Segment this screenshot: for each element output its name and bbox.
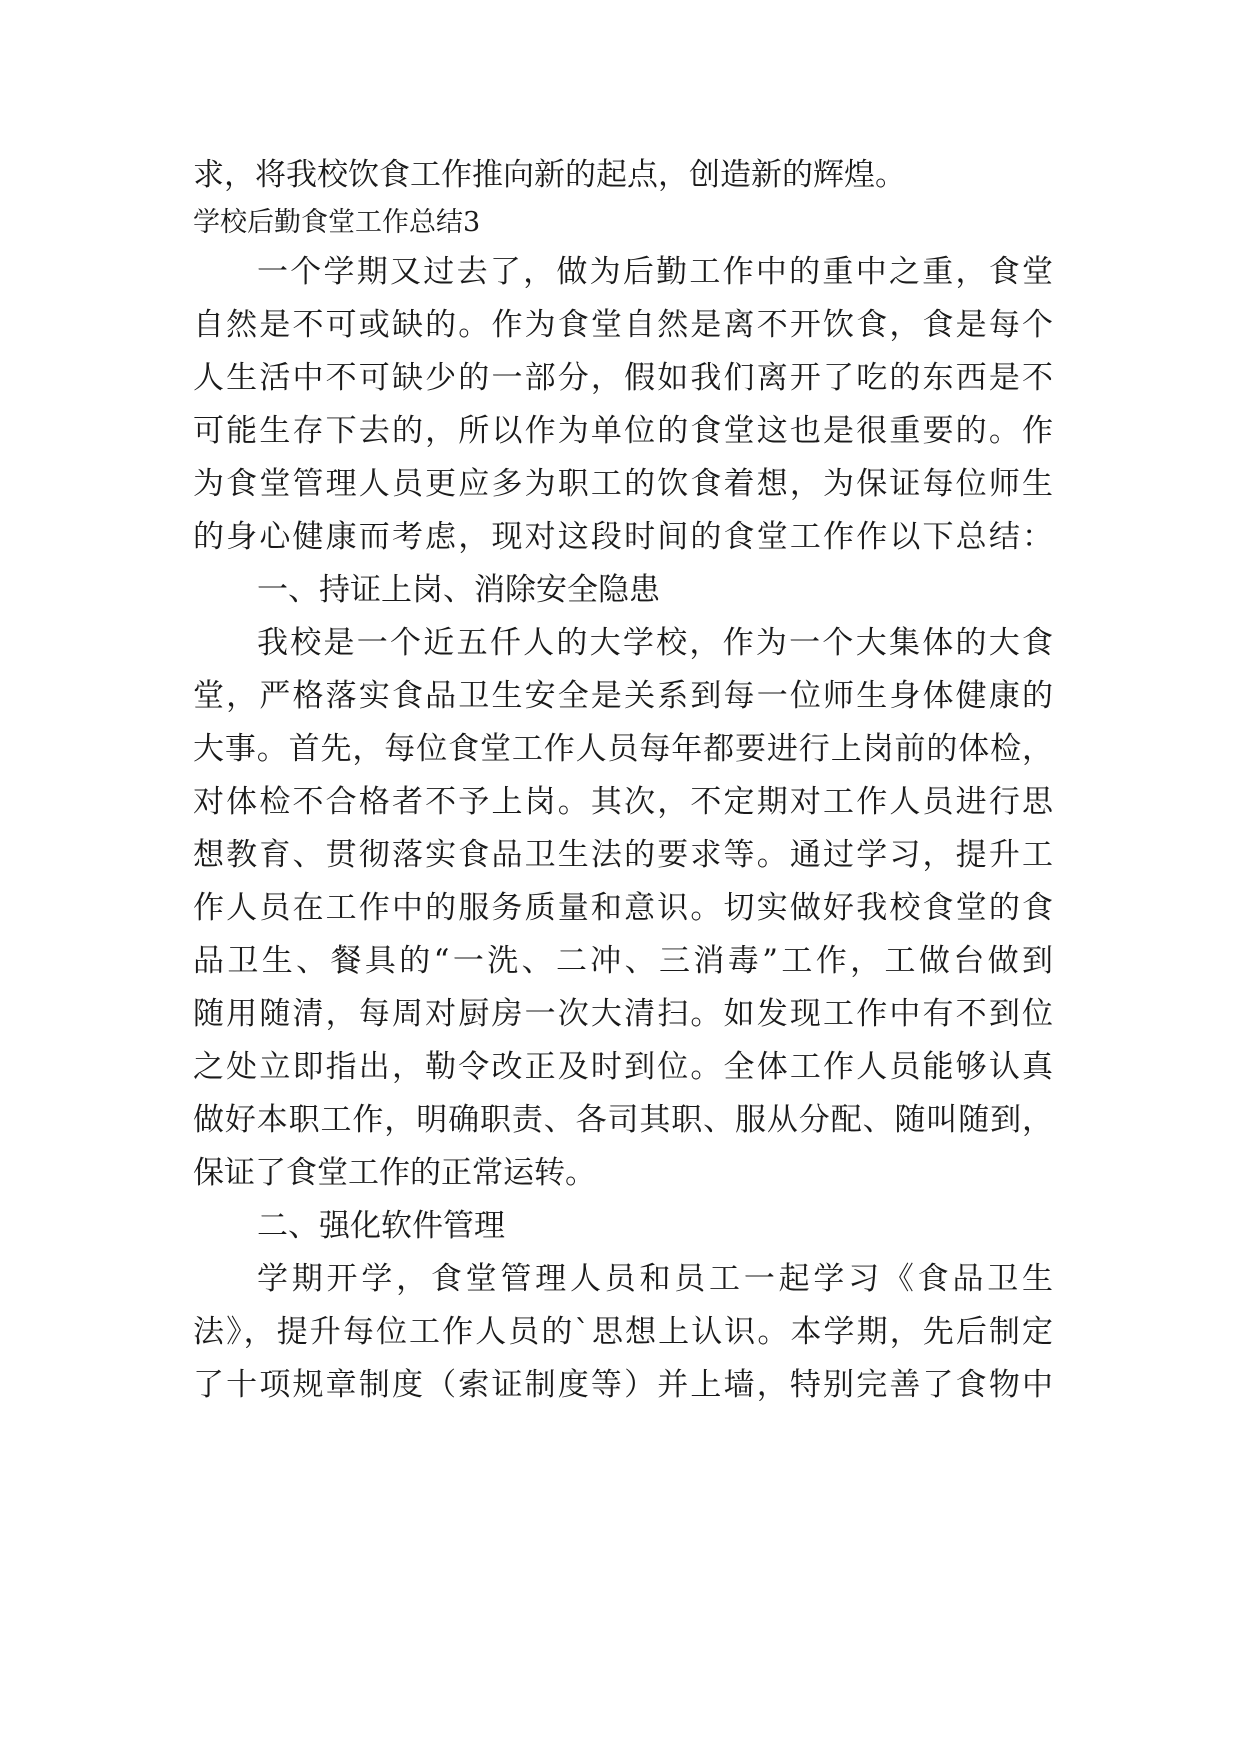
section-heading: 二、强化软件管理 (257, 1208, 505, 1244)
paragraph-line: 求，将我校饮食工作推向新的起点，创造新的辉煌。 (193, 157, 906, 193)
section-heading: 一、持证上岗、消除安全隐患 (257, 572, 660, 608)
paragraph-line: 作人员在工作中的服务质量和意识。切实做好我校食堂的食 (193, 890, 1053, 926)
paragraph-line: 大事。首先，每位食堂工作人员每年都要进行上岗前的体检， (193, 731, 1053, 767)
section-title: 学校后勤食堂工作总结3 (193, 207, 481, 238)
paragraph-line: 做好本职工作，明确职责、各司其职、服从分配、随叫随到， (193, 1102, 1053, 1138)
paragraph-line: 对体检不合格者不予上岗。其次，不定期对工作人员进行思 (193, 784, 1053, 820)
paragraph-line: 保证了食堂工作的正常运转。 (193, 1155, 596, 1191)
paragraph-line: 一个学期又过去了，做为后勤工作中的重中之重，食堂 (257, 254, 1053, 290)
paragraph-line: 了十项规章制度（索证制度等）并上墙，特别完善了食物中 (193, 1367, 1053, 1403)
paragraph-line: 人生活中不可缺少的一部分，假如我们离开了吃的东西是不 (193, 360, 1053, 396)
paragraph-line: 堂，严格落实食品卫生安全是关系到每一位师生身体健康的 (193, 678, 1053, 714)
paragraph-line: 的身心健康而考虑，现对这段时间的食堂工作作以下总结： (193, 519, 1053, 555)
paragraph-line: 随用随清，每周对厨房一次大清扫。如发现工作中有不到位 (193, 996, 1053, 1032)
paragraph-line: 法》，提升每位工作人员的`思想上认识。本学期，先后制定 (193, 1314, 1053, 1350)
paragraph-line: 我校是一个近五仟人的大学校，作为一个大集体的大食 (257, 625, 1053, 661)
paragraph-line: 学期开学，食堂管理人员和员工一起学习《食品卫生 (257, 1261, 1053, 1297)
paragraph-line: 品卫生、餐具的“一洗、二冲、三消毒”工作，工做台做到 (193, 943, 1053, 979)
paragraph-line: 可能生存下去的，所以作为单位的食堂这也是很重要的。作 (193, 413, 1053, 449)
paragraph-line: 之处立即指出，勒令改正及时到位。全体工作人员能够认真 (193, 1049, 1053, 1085)
paragraph-line: 想教育、贯彻落实食品卫生法的要求等。通过学习，提升工 (193, 837, 1053, 873)
paragraph-line: 为食堂管理人员更应多为职工的饮食着想，为保证每位师生 (193, 466, 1053, 502)
paragraph-line: 自然是不可或缺的。作为食堂自然是离不开饮食，食是每个 (193, 307, 1053, 343)
